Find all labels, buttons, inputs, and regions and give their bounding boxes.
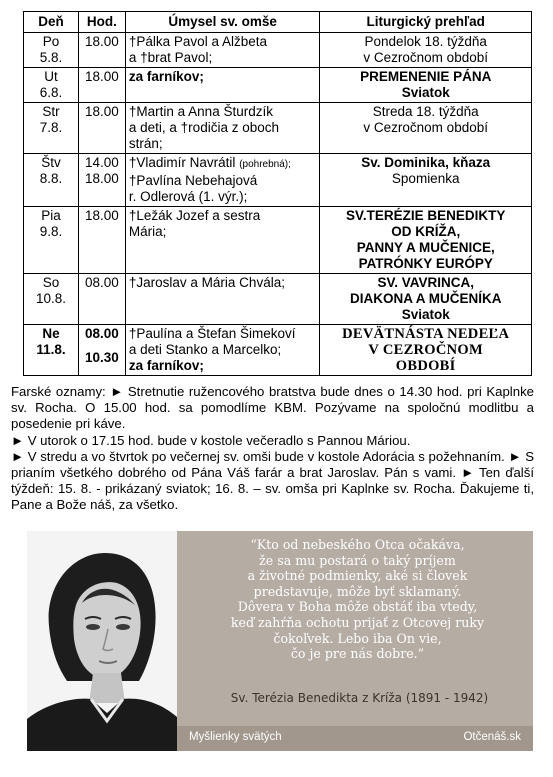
intention-cell: [125, 103, 320, 154]
hour-cell: [78, 207, 125, 274]
header-day: Deň: [24, 12, 79, 33]
banner-footer: [177, 726, 533, 751]
hour-value: 18.00: [85, 34, 119, 49]
day-cell: [24, 154, 79, 207]
liturgy-line: PATRÓNKY EURÓPY: [358, 256, 493, 271]
liturgy-line: DEVÄTNÁSTA NEDEĽA: [342, 326, 510, 342]
quote-author: Sv. Terézia Benedikta z Kríža (1891 - 1942): [230, 691, 489, 705]
intention-line: †Jaroslav a Mária Chvála;: [128, 275, 285, 290]
intention-line: †Martin a Anna Šturdzík: [128, 104, 273, 119]
day-date: 11.8.: [36, 342, 66, 357]
liturgy-cell: [320, 103, 532, 154]
day-date: 10.8.: [35, 291, 66, 306]
hour-value: 18.00: [85, 171, 119, 186]
table-row: [24, 68, 532, 103]
hour-cell: [78, 103, 125, 154]
quote-line: a životné podmienky, aké si človek: [247, 568, 468, 584]
table-row: [24, 325, 532, 376]
liturgy-line: OD KRÍŽA,: [391, 224, 461, 239]
intention-note: (pohrebná);: [239, 159, 291, 170]
intention-line: †Paulína a Štefan Šimekoví: [128, 326, 296, 341]
day-name: Ut: [44, 69, 58, 84]
liturgy-cell: [320, 274, 532, 325]
liturgy-cell: [320, 154, 532, 207]
intention-cell: [125, 154, 320, 207]
hour-value: 08.00: [85, 275, 119, 290]
liturgy-line: OBDOBÍ: [395, 358, 456, 374]
intention-line: strán;: [128, 136, 163, 151]
intention-line: r. Odlerová (1. výr.);: [128, 189, 248, 204]
liturgy-line: v Cezročnom období: [363, 50, 488, 65]
liturgy-line: DIAKONA A MUČENÍKA: [349, 291, 502, 306]
day-name: Ne: [42, 326, 60, 341]
quote-line: keď zahŕňa ochotu prijať z Otcovej ruky: [230, 614, 485, 630]
table-row: [24, 274, 532, 325]
liturgy-line: SV.TERÉZIE BENEDIKTY: [346, 208, 506, 223]
intention-cell: [125, 33, 320, 68]
liturgy-line: Spomienka: [391, 171, 460, 186]
quote-banner: [27, 531, 533, 751]
hour-cell: [78, 68, 125, 103]
table-row: [24, 33, 532, 68]
intention-line: za farníkov;: [128, 358, 204, 373]
table-header-row: [24, 12, 532, 33]
quote-line: že sa mu postará o taký príjem: [259, 552, 456, 568]
saint-portrait: [27, 531, 177, 751]
liturgy-line: Sviatok: [401, 307, 450, 322]
header-intention: Úmysel sv. omše: [125, 12, 320, 33]
day-date: 6.8.: [39, 85, 63, 100]
intention-line: za farníkov;: [128, 69, 204, 84]
day-cell: [24, 325, 79, 376]
liturgy-line: SV. VAVRINCA,: [377, 275, 474, 290]
intention-line: Mária;: [128, 224, 167, 239]
liturgy-line: Streda 18. týždňa: [372, 104, 479, 119]
announcement-paragraph: ► V stredu a vo štvrtok po večernej sv. omši bude v kostole Adorácia s požehnaním. ► S prianím všetkého dobrého od Pána Váš farár a brat Jaroslav. Pán s vami. ► Ten ďalší týždeň: 15. 8. - prikázaný sviatok; 16. 8. – sv. omša pri Kaplnke sv. Rocha. Ďakujeme ti, Pane a Bože náš, za všetko.: [11, 448, 534, 513]
parish-announcements: [11, 384, 534, 514]
quote-line: Dôvera v Boha môže obstáť iba vtedy,: [237, 599, 478, 615]
intention-cell: [125, 325, 320, 376]
liturgy-cell: [320, 68, 532, 103]
liturgy-line: Sviatok: [401, 85, 450, 100]
intention-cell: [125, 274, 320, 325]
quote-line: “Kto od nebeského Otca očakáva,: [250, 537, 465, 552]
liturgy-line: PANNY A MUČENICE,: [356, 240, 495, 255]
hour-value: 08.00: [85, 326, 119, 341]
day-cell: [24, 207, 79, 274]
intention-cell: [125, 68, 320, 103]
hour-value: 18.00: [85, 208, 119, 223]
hour-cell: [78, 33, 125, 68]
hour-cell: [78, 325, 125, 376]
day-date: 7.8.: [39, 120, 63, 135]
day-cell: [24, 274, 79, 325]
liturgy-cell: [320, 325, 532, 376]
table-row: [24, 103, 532, 154]
mass-schedule-table: [23, 11, 532, 376]
day-date: 5.8.: [39, 50, 63, 65]
day-date: 9.8.: [39, 224, 63, 239]
day-cell: [24, 33, 79, 68]
hour-value: 18.00: [85, 69, 119, 84]
intention-line: †Ležák Jozef a sestra: [128, 208, 261, 223]
day-cell: [24, 103, 79, 154]
portrait-image: [27, 531, 177, 751]
announcement-paragraph: Farské oznamy: ► Stretnutie ružencového bratstva bude dnes o 14.30 hod. pri Kaplnke sv. Rocha. O 15.00 hod. sa pomodlíme KBM. Pozývame na spoločnú modlitbu a posedenie pri káve.: [11, 384, 534, 432]
liturgy-cell: [320, 33, 532, 68]
liturgy-cell: [320, 207, 532, 274]
intention-line: a deti, a †rodičia z oboch: [128, 120, 279, 135]
intention-line: †Pavlína Nebehajová: [128, 173, 258, 188]
header-hour: Hod.: [78, 12, 125, 33]
liturgy-line: Pondelok 18. týždňa: [364, 34, 487, 49]
quote-line: čo je pre nás dobre.”: [290, 646, 425, 662]
liturgy-line: PREMENENIE PÁNA: [360, 69, 492, 84]
hour-value: 18.00: [85, 104, 119, 119]
hour-cell: [78, 154, 125, 207]
intention-line: †Vladimír Navrátil: [128, 155, 236, 170]
saint-quote: [185, 537, 530, 662]
header-liturgy: Liturgický prehľad: [320, 12, 532, 33]
intention-line: a deti Stanko a Marcelko;: [128, 342, 282, 357]
intention-cell: [125, 207, 320, 274]
day-name: Štv: [41, 155, 61, 170]
table-row: [24, 207, 532, 274]
quote-line: predstavuje, môže byť sklamaný.: [253, 583, 462, 599]
day-cell: [24, 68, 79, 103]
table-row: [24, 154, 532, 207]
liturgy-line: V CEZROČNOM: [368, 342, 483, 358]
day-name: Pia: [41, 208, 61, 223]
announcement-paragraph: ► V utorok o 17.15 hod. bude v kostole večeradlo s Pannou Máriou.: [11, 432, 411, 448]
intention-line: †Pálka Pavol a Alžbeta: [128, 34, 267, 49]
hour-value: 14.00: [85, 155, 119, 170]
hour-value: 10.30: [85, 350, 119, 365]
day-name: So: [42, 275, 60, 290]
liturgy-line: v Cezročnom období: [363, 120, 488, 135]
day-date: 8.8.: [39, 171, 63, 186]
day-name: Str: [42, 104, 60, 119]
intention-line: a †brat Pavol;: [128, 50, 213, 65]
banner-footer-site: Otčenáš.sk: [463, 731, 521, 743]
day-name: Po: [42, 34, 60, 49]
banner-footer-title: Myšlienky svätých: [189, 731, 282, 743]
quote-line: čokoľvek. Lebo iba On vie,: [273, 630, 442, 646]
hour-cell: [78, 274, 125, 325]
liturgy-line: Sv. Dominika, kňaza: [361, 155, 491, 170]
